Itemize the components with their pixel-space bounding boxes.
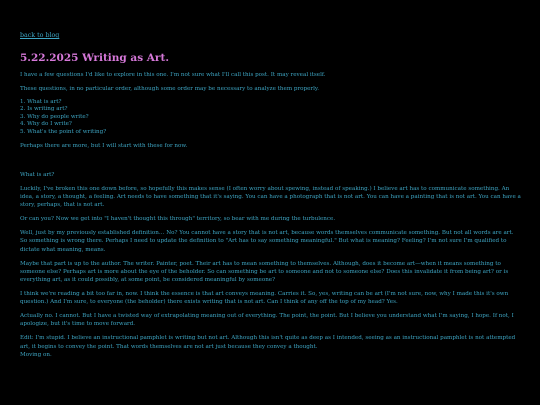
body-paragraph-1: Luckily, I've broken this one down before, so hopefully this makes sense (I often worry about spewing, instead of speaking.) I believe art has to communicate something. An idea, a story, a thought, a feeling. Art needs to have something that it's saying. You can have a photograph that is not art. You can have a painting that is not art. You can have a story, perhaps, that is not art.: [20, 185, 521, 209]
list-item: 2. Is writing art?: [20, 106, 68, 113]
questions-list: [20, 99, 522, 136]
list-item: 4. Why do I write?: [20, 121, 72, 128]
after-list-paragraph: Perhaps there are more, but I will start with these for now.: [20, 142, 188, 149]
back-to-blog-link[interactable]: back to blog: [20, 32, 60, 39]
closing-line: Moving on.: [20, 351, 52, 358]
post-title: 5.22.2025 Writing as Art.: [20, 52, 169, 64]
body-paragraph-7: Edit: I'm stupid. I believe an instructional pamphlet is writing but not art. Although this isn't quite as deep as I intended, seeing as an instructional pamphlet is not attempted art, it begins to convey the point. That words themselves are not art just because they convey a thought.: [20, 335, 516, 350]
list-item: 5. What's the point of writing?: [20, 128, 107, 135]
body-paragraph-2: Or can you? Now we get into "I haven't thought this through" territory, so bear with me during the turbulence.: [20, 216, 336, 223]
body-paragraph-3: Well, just by my previously established definition… No? You cannot have a story that is not art, because words themselves communicate something. But not all words are art. So something is wrong there. Perhaps I need to update the definition to "Art has to say something meaningful." But what is meaning? Feeling? I'm not sure I'm qualified to dictate what meaning, means.: [20, 230, 514, 253]
list-item: 1. What is art?: [20, 99, 62, 105]
intro-paragraph-1: I have a few questions I'd like to explore in this one. I'm not sure what I'll call this post. It may reveal itself.: [20, 72, 326, 78]
body-paragraph-5: I think we're reading a bit too far in, now. I think the essence is that art conveys meaning. Carries it. So, yes, writing can be art (I'm not sure, now, why I made this it's own question.) And I'm sure, to everyone (the beholder) there exists writing that is not art. Can I think of any off the top of my head? Yes.: [20, 291, 509, 306]
intro-paragraph-2: These questions, in no particular order, although some order may be necessary to analyze them properly.: [20, 86, 320, 92]
body-paragraph-4: Maybe that part is up to the author. The writer. Painter, poet. Their art has to mean something to themselves. Although, does it become art—when it means something to someone else? Perhaps art is more about the eye of the beholder. So can something be art to someone and not to someone else? Does this invalidate it from being art? or is everything art, as it could possibly, at some point, be considered meaningful by someone?: [20, 260, 509, 284]
section-heading: What is art?: [20, 172, 55, 179]
list-item: 3. Why do people write?: [20, 113, 89, 120]
body-paragraph-6: Actually no. I cannot. But I have a twisted way of extrapolating meaning out of everything. The point, the point. But I believe you understand what I'm saying, I hope. If not, I apologize, but it's time to move forward.: [20, 313, 514, 328]
